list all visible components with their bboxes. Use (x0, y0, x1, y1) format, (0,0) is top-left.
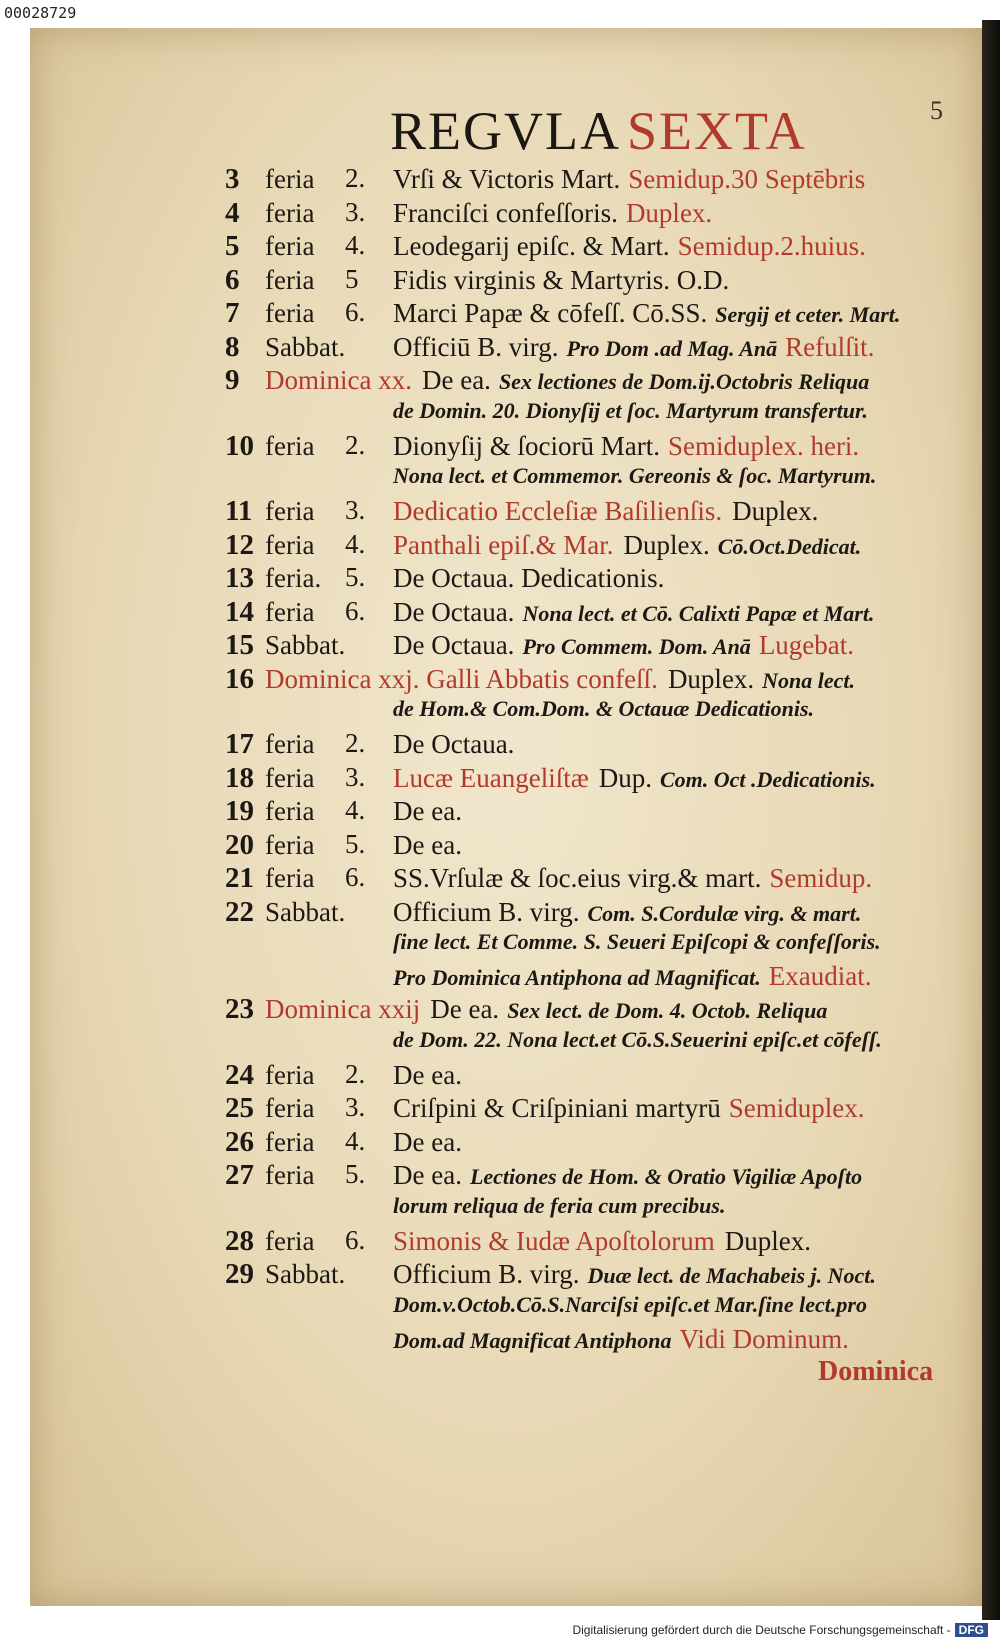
weekday-number: 6. (345, 862, 366, 892)
entry-continuation (225, 463, 965, 495)
book-binding-edge (982, 20, 1000, 1620)
entry-continuation (225, 398, 965, 430)
rank-red: Lugebat. (758, 630, 855, 660)
feast-red: Dedicatio Eccleſiæ Baſilienſis. (393, 496, 723, 526)
day-number: 13 (225, 562, 254, 594)
weekday-number: 2. (345, 429, 366, 460)
day-number: 8 (225, 330, 240, 363)
header-sexta: SEXTA (626, 101, 807, 161)
calendar-row (225, 993, 965, 1027)
office-text: Fidis virginis & Martyris. O.D. (393, 264, 730, 295)
calendar-row (225, 331, 965, 365)
calendar-row (225, 728, 965, 762)
day-number: 16 (225, 662, 254, 695)
rubric-italic: Dom.v.Octob.Cō.S.Narciſsi epiſc.et Mar.ſine lect.pro (393, 1291, 867, 1317)
rubric-italic: Pro Dominica Antiphona ad Magnificat. (393, 965, 761, 990)
office-text: Duplex. (623, 529, 710, 560)
day-number: 28 (225, 1224, 254, 1257)
entry-continuation (225, 929, 965, 961)
office-text: Duplex. (667, 663, 755, 694)
calendar-row (225, 297, 965, 331)
office-text: Officiū B. virg. (393, 331, 559, 362)
day-number: 3 (225, 163, 240, 195)
weekday: feria (265, 1093, 315, 1123)
office-text: De ea. (430, 994, 500, 1024)
day-number: 6 (225, 263, 240, 296)
office-text: De Octaua. (393, 630, 515, 660)
calendar-row (225, 596, 965, 630)
footer-text: Digitalisierung gefördert durch die Deutsche Forschungsgemeinschaft - (572, 1623, 951, 1637)
calendar-row (225, 430, 965, 464)
weekday: feria (265, 496, 315, 526)
weekday-number: 2. (345, 1058, 366, 1089)
weekday-number: 6. (345, 1224, 366, 1255)
day-number: 15 (225, 629, 254, 661)
office-text: Leodegarij epiſc. & Mart. (393, 231, 670, 261)
office-text: De ea. (393, 1160, 462, 1190)
rubric-italic: Sex lectiones de Dom.ij.Octobris Reliqua (498, 369, 870, 394)
footer-credit (572, 1623, 988, 1637)
rubric-italic: Nona lect. et Commemor. Gereonis & ſoc. Martyrum. (393, 463, 877, 488)
weekday: feria (265, 1225, 315, 1256)
weekday: feria (265, 596, 315, 627)
rubric-italic: Dom.ad Magnificat Antiphona (393, 1327, 672, 1353)
rank-red: Semidup.2.huius. (677, 231, 866, 261)
rubric-italic: Duæ lect. de Machabeis j. Noct. (587, 1263, 876, 1288)
office-text: De ea. (393, 1126, 462, 1157)
day-number: 7 (225, 297, 240, 329)
calendar-row (225, 862, 965, 896)
day-number: 20 (225, 828, 254, 861)
office-text: Dup. (598, 762, 652, 793)
weekday: Sabbat. (265, 896, 346, 927)
entry-continuation (225, 696, 965, 728)
weekday: Sabbat. (265, 1259, 346, 1289)
weekday-number: 3. (345, 1092, 366, 1122)
calendar-row (225, 264, 965, 298)
weekday: feria (265, 829, 315, 860)
office-text: De Octaua. Dedicationis. (393, 563, 665, 593)
calendar-row (225, 163, 965, 197)
weekday: Sabbat. (265, 331, 346, 362)
office-text: De Octaua. (393, 596, 515, 627)
office-text: Dionyſij & ſociorū Mart. (393, 430, 660, 461)
weekday: feria (265, 231, 315, 261)
calendar-row (225, 529, 965, 563)
sunday-label: Dominica xxj. Galli Abbatis confeſſ. (265, 663, 658, 694)
office-text: De ea. (393, 829, 462, 860)
weekday: feria (265, 796, 315, 826)
calendar-row (225, 1225, 965, 1259)
rubric-italic: Pro Dom .ad Mag. Anā (566, 335, 778, 361)
weekday: feria (265, 164, 315, 194)
weekday: feria (265, 1059, 315, 1090)
rubric-italic: Com. S.Cordulæ virg. & mart. (587, 900, 862, 926)
office-text: SS.Vrſulæ & ſoc.eius virg.& mart. (393, 863, 762, 893)
calendar-row (225, 663, 965, 697)
day-number: 21 (225, 862, 254, 894)
weekday-number: 5. (345, 828, 366, 859)
sunday-label: Dominica xx. (265, 365, 412, 395)
weekday-number: 4. (345, 528, 366, 559)
weekday-number: 5. (345, 1159, 366, 1189)
day-number: 18 (225, 761, 254, 794)
weekday-number: 3. (345, 495, 366, 525)
rubric-italic: Nona lect. (762, 667, 856, 693)
rubric-italic: de Dom. 22. Nona lect.et Cō.S.Seuerini epiſc.et cōfeſſ. (393, 1026, 882, 1052)
calendar-row (225, 1092, 965, 1126)
rank-red: Vidi Dominum. (679, 1323, 849, 1354)
weekday: feria (265, 264, 315, 295)
day-number: 23 (225, 993, 254, 1025)
weekday-number: 5 (345, 263, 359, 294)
rubric-italic: ſine lect. Et Comme. S. Seueri Epiſcopi & confeſſoris. (393, 929, 881, 954)
weekday: feria (265, 863, 315, 893)
rank-red: Semidup. (769, 863, 873, 893)
weekday: feria (265, 298, 315, 328)
day-number: 26 (225, 1125, 254, 1158)
calendar-row (225, 230, 965, 264)
rank-red: Exaudiat. (768, 961, 872, 991)
rank-red: Refulſit. (785, 331, 875, 362)
header-regula: REGVLA (390, 101, 621, 161)
weekday: feria (265, 762, 315, 793)
office-text: Officium B. virg. (393, 1259, 580, 1289)
weekday: feria (265, 529, 315, 560)
weekday-number: 4. (345, 1125, 366, 1156)
office-text: Marci Papæ & cōfeſſ. Cō.SS. (393, 298, 708, 328)
office-text: De Octaua. (393, 729, 515, 759)
rubric-italic: Nona lect. et Cō. Calixti Papæ et Mart. (522, 600, 875, 626)
weekday-number: 4. (345, 795, 366, 825)
calendar-row (225, 197, 965, 231)
rubric-italic: lorum reliqua de feria cum precibus. (393, 1192, 726, 1218)
feast-red: Simonis & Iudæ Apoſtolorum (393, 1225, 715, 1256)
weekday-number: 6. (345, 297, 366, 327)
office-text: Officium B. virg. (393, 896, 580, 927)
day-number: 19 (225, 795, 254, 827)
calendar-row (225, 1126, 965, 1160)
day-number: 9 (225, 364, 240, 396)
calendar-row (225, 829, 965, 863)
day-number: 25 (225, 1092, 254, 1124)
rank-red: Semidup.30 Septēbris (628, 164, 866, 194)
folio-number: 5 (930, 96, 945, 125)
weekday: feria (265, 729, 315, 759)
calendar-row (225, 795, 965, 829)
rank-red: Semiduplex. heri. (667, 430, 860, 461)
weekday: feria (265, 1126, 315, 1157)
calendar-row (225, 896, 965, 930)
rubric-italic: Lectiones de Hom. & Oratio Vigiliæ Apoſto (469, 1164, 863, 1189)
rubric-italic: Sex lect. de Dom. 4. Octob. Reliqua (507, 998, 828, 1023)
weekday-number: 3. (345, 196, 366, 227)
entry-continuation (225, 1027, 965, 1059)
rubric-italic: de Hom.& Com.Dom. & Octauæ Dedicationis. (393, 696, 815, 721)
calendar-row (225, 762, 965, 796)
calendar-row (225, 1159, 965, 1193)
calendar-row (225, 364, 965, 398)
weekday-number: 2. (345, 728, 366, 758)
weekday: feria (265, 1160, 315, 1190)
entry-continuation (225, 961, 965, 993)
day-number: 10 (225, 429, 254, 462)
rubric-italic: de Domin. 20. Dionyſij et ſoc. Martyrum transfertur. (393, 397, 868, 423)
dfg-logo: DFG (955, 1623, 988, 1637)
rubric-italic: Cō.Oct.Dedicat. (717, 533, 862, 559)
weekday-number: 2. (345, 163, 366, 193)
day-number: 11 (225, 495, 253, 527)
office-text: De ea. (393, 796, 462, 826)
day-number: 5 (225, 230, 240, 262)
feast-red: Lucæ Euangeliſtæ (393, 762, 589, 793)
office-text: Duplex. (732, 496, 819, 526)
weekday-number: 6. (345, 595, 366, 626)
day-number: 14 (225, 595, 254, 628)
entry-continuation (225, 1193, 965, 1225)
day-number: 12 (225, 528, 254, 561)
rank-red: Duplex. (625, 197, 713, 228)
day-number: 4 (225, 196, 240, 229)
weekday-number: 3. (345, 761, 366, 792)
rubric-italic: Sergij et ceter. Mart. (715, 302, 901, 327)
entry-continuation (225, 1324, 965, 1356)
calendar-row (225, 1059, 965, 1093)
weekday: Sabbat. (265, 630, 346, 660)
entry-continuation (225, 1292, 965, 1324)
rank-red: Semiduplex. (728, 1093, 865, 1123)
office-text: Duplex. (724, 1225, 812, 1256)
day-number: 22 (225, 895, 254, 928)
scan-id: 00028729 (4, 4, 77, 22)
day-number: 24 (225, 1058, 254, 1091)
weekday: feria. (265, 563, 322, 593)
calendar-row (225, 629, 965, 663)
rubric-italic: Com. Oct .Dedicationis. (659, 766, 876, 792)
office-text: Franciſci confeſſoris. (393, 197, 618, 228)
day-number: 29 (225, 1258, 254, 1290)
rubric-italic: Pro Commem. Dom. Anā (522, 634, 751, 659)
office-text: Vrſi & Victoris Mart. (393, 164, 621, 194)
feast-red: Panthali epiſ.& Mar. (393, 529, 614, 560)
weekday-number: 5. (345, 562, 366, 592)
calendar-row (225, 1258, 965, 1292)
calendar-row (225, 495, 965, 529)
sunday-label: Dominica xxij (265, 994, 421, 1024)
catchword: Dominica (818, 1356, 934, 1387)
office-text: De ea. (421, 365, 491, 395)
calendar-entries (225, 163, 965, 1356)
office-text: De ea. (393, 1059, 462, 1090)
calendar-row (225, 562, 965, 596)
weekday-number: 4. (345, 230, 366, 260)
page-header (390, 96, 945, 162)
day-number: 17 (225, 728, 254, 760)
weekday: feria (265, 430, 315, 461)
office-text: Criſpini & Criſpiniani martyrū (393, 1093, 721, 1123)
weekday: feria (265, 197, 315, 228)
day-number: 27 (225, 1159, 254, 1191)
